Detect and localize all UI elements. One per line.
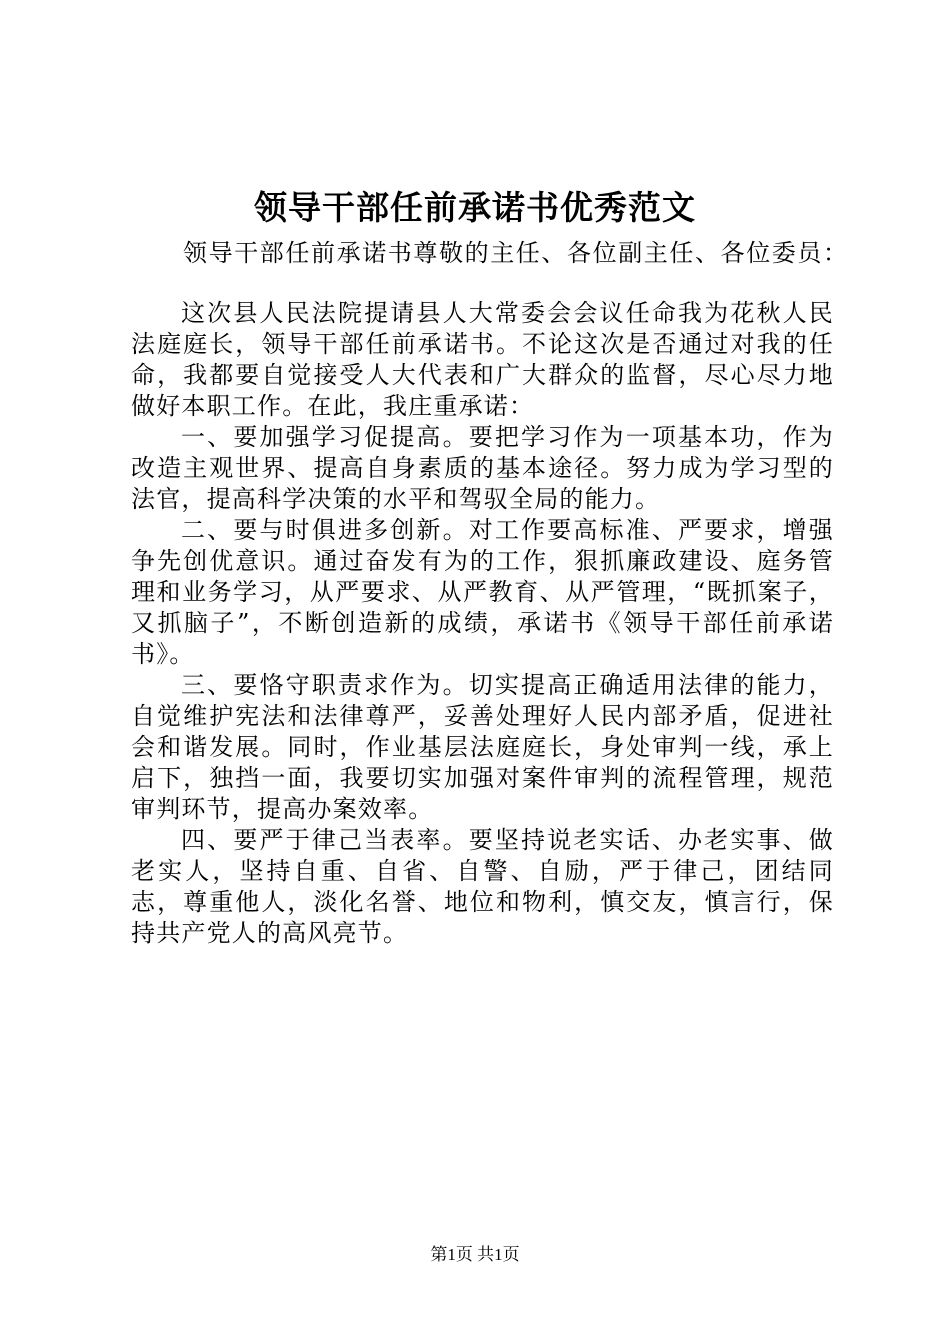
paragraph-pledge-3: 三、要恪守职责求作为。切实提高正确适用法律的能力，自觉维护宪法和法律尊严，妥善处理好人民内部矛盾，促进社会和谐发展。同时，作业基层法庭庭长，身处审判一线，承上启下，独挡一面，我要切实加强对案件审判的流程管理，规范审判环节，提高办案效率。 [131, 671, 834, 823]
paragraph-pledge-2: 二、要与时俱进多创新。对工作要高标准、严要求，增强争先创优意识。通过奋发有为的工作，狠抓廉政建设、庭务管理和业务学习，从严要求、从严教育、从严管理，“既抓案子，又抓脑子”，不断创造新的成绩，承诺书《领导干部任前承诺书》。 [131, 516, 834, 668]
paragraph-pledge-1: 一、要加强学习促提高。要把学习作为一项基本功，作为改造主观世界、提高自身素质的基本途径。努力成为学习型的法官，提高科学决策的水平和驾驭全局的能力。 [131, 423, 834, 513]
document-body [131, 298, 834, 949]
document-title: 领导干部任前承诺书优秀范文 [254, 188, 696, 227]
salutation-line: 领导干部任前承诺书尊敬的主任、各位副主任、各位委员： [183, 239, 849, 267]
paragraph-intro: 这次县人民法院提请县人大常委会会议任命我为花秋人民法庭庭长，领导干部任前承诺书。不论这次是否通过对我的任命，我都要自觉接受人大代表和广大群众的监督，尽心尽力地做好本职工作。在此，我庄重承诺： [131, 299, 834, 420]
page-footer: 第1页 共1页 [430, 1245, 520, 1264]
paragraph-pledge-4: 四、要严于律己当表率。要坚持说老实话、办老实事、做老实人，坚持自重、自省、自警、自励，严于律己，团结同志，尊重他人，淡化名誉、地位和物利，慎交友，慎言行，保持共产党人的高风亮节。 [131, 826, 834, 947]
